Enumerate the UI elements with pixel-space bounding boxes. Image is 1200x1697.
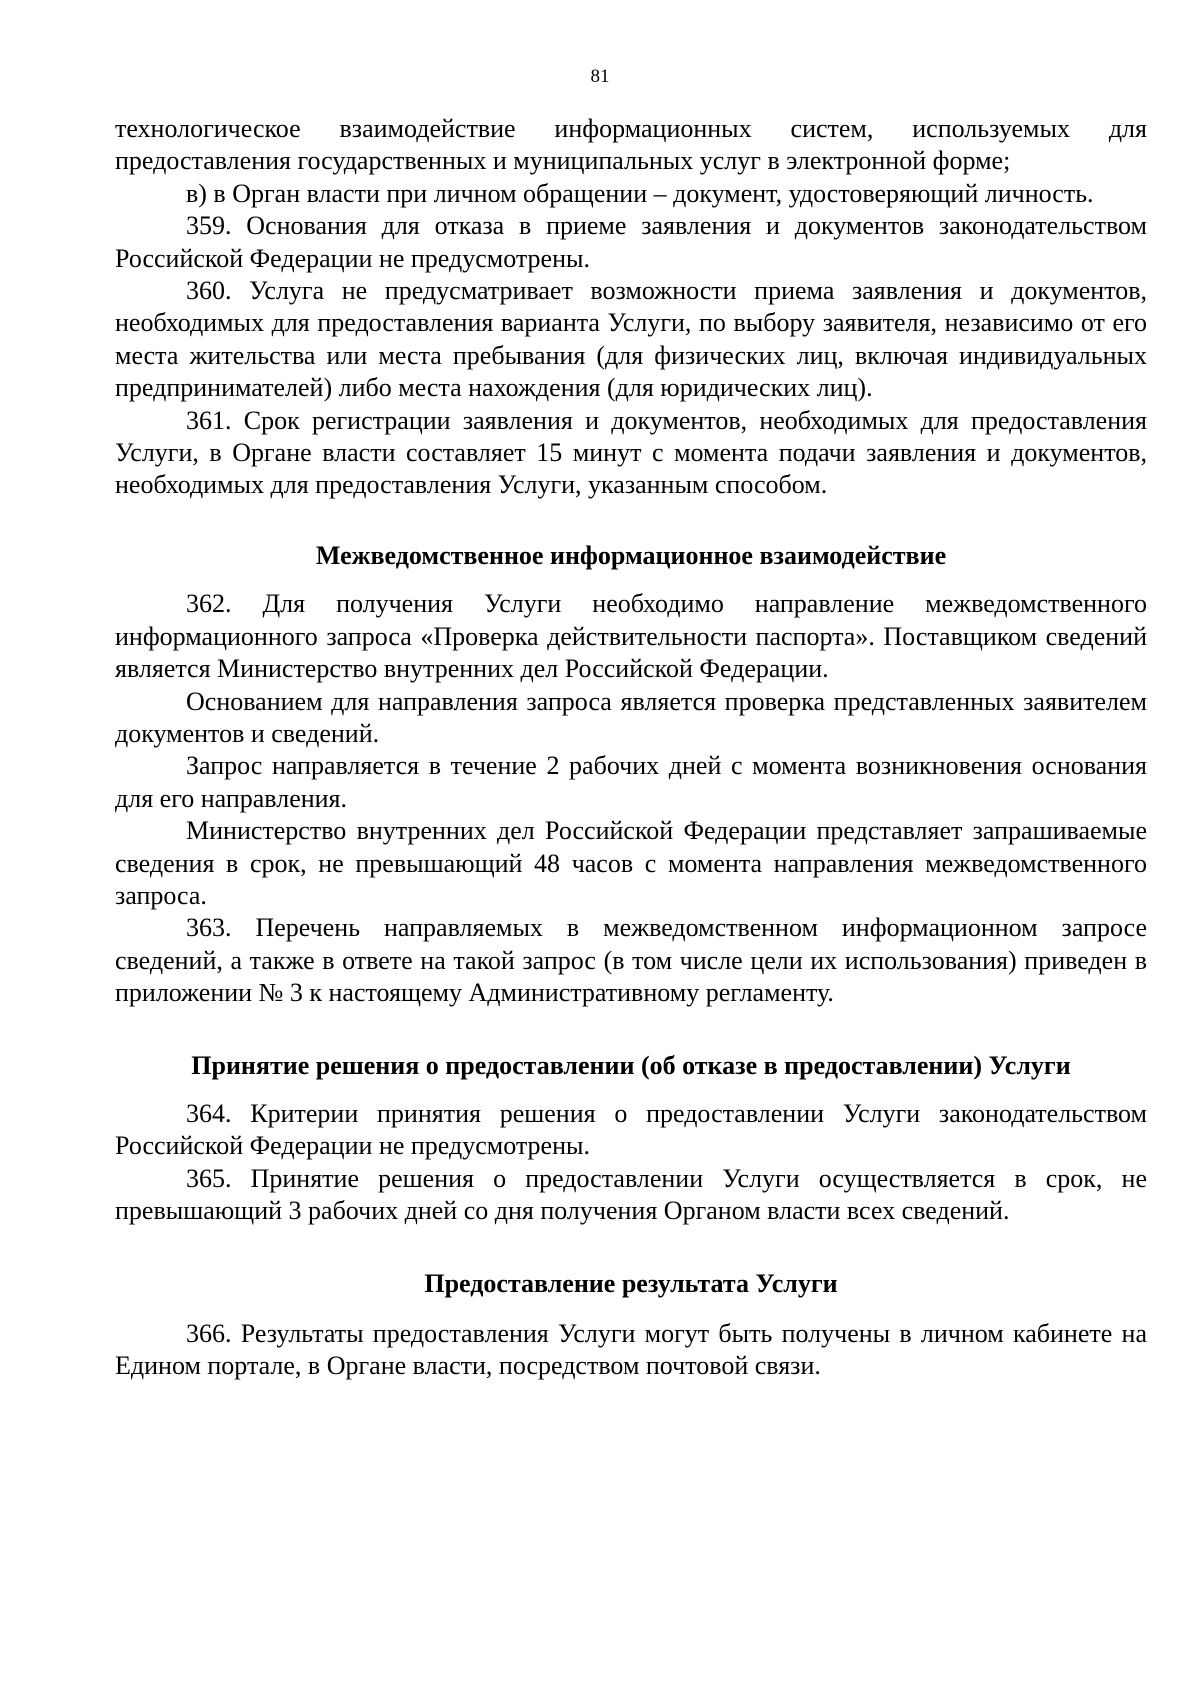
paragraph-362: 362. Для получения Услуги необходимо направление межведомственного информационного запроса «Проверка действительности паспорта». Поставщиком сведений является Министерство внутренних дел Российской Федерации. <box>115 589 1147 684</box>
paragraph-item-v: в) в Орган власти при личном обращении – документ, удостоверяющий личность. <box>186 178 1094 208</box>
paragraph-362-deadline: Запрос направляется в течение 2 рабочих дней с момента возникновения основания для его направления. <box>115 751 1147 813</box>
section-heading-interagency: Межведомственное информационное взаимодействие <box>315 540 947 570</box>
paragraph-continuation: технологическое взаимодействие информационных систем, используемых для предоставления государственных и муниципальных услуг в электронной форме; <box>115 114 1147 176</box>
document-body <box>115 113 1147 1383</box>
section-heading-decision: Принятие решения о предоставлении (об отказе в предоставлении) Услуги <box>191 1050 1071 1080</box>
paragraph-359: 359. Основания для отказа в приеме заявления и документов законодательством Российской Федерации не предусмотрены. <box>115 211 1147 273</box>
paragraph-364: 364. Критерии принятия решения о предоставлении Услуги законодательством Российской Федерации не предусмотрены. <box>115 1098 1147 1161</box>
paragraph-363: 363. Перечень направляемых в межведомственном информационном запросе сведений, а также в ответе на такой запрос (в том числе цели их использования) приведен в приложении № 3 к настоящему Административному регламенту. <box>115 913 1147 1008</box>
page-number: 81 <box>590 66 610 87</box>
paragraph-362-basis: Основанием для направления запроса является проверка представленных заявителем документов и сведений. <box>115 686 1147 748</box>
paragraph-362-response: Министерство внутренних дел Российской Федерации представляет запрашиваемые сведения в срок, не превышающий 48 часов с момента направления межведомственного запроса. <box>115 816 1147 910</box>
paragraph-361: 361. Срок регистрации заявления и документов, необходимых для предоставления Услуги, в Органе власти составляет 15 минут с момента подачи заявления и документов, необходимых для предоставления Услуги, указанным способом. <box>115 405 1147 500</box>
paragraph-360: 360. Услуга не предусматривает возможности приема заявления и документов, необходимых для предоставления варианта Услуги, по выбору заявителя, независимо от его места жительства или места пребывания (для физических лиц, включая индивидуальных предпринимателей) либо места нахождения (для юридических лиц). <box>115 276 1147 403</box>
paragraph-366: 366. Результаты предоставления Услуги могут быть получены в личном кабинете на Едином портале, в Органе власти, посредством почтовой связи. <box>115 1319 1147 1381</box>
section-heading-result: Предоставление результата Услуги <box>424 1268 838 1298</box>
paragraph-365: 365. Принятие решения о предоставлении Услуги осуществляется в срок, не превышающий 3 рабочих дней со дня получения Органом власти всех сведений. <box>115 1163 1147 1226</box>
